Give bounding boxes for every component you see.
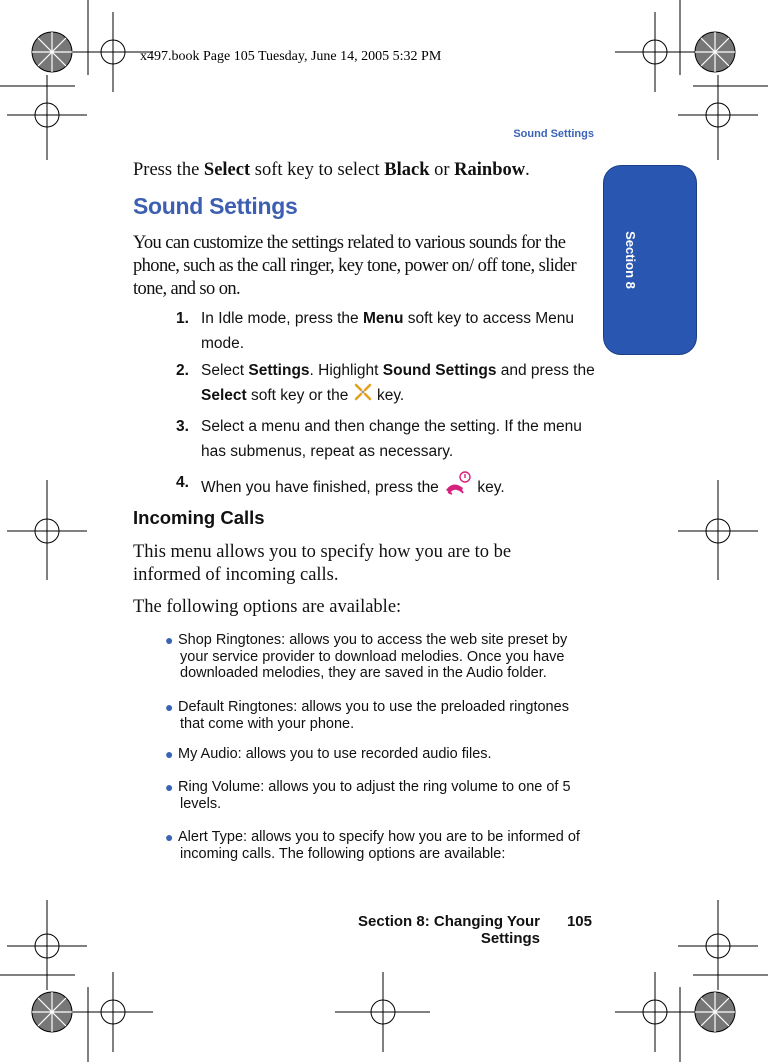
nav-key-icon	[353, 383, 373, 409]
bullet-text-cont: your service provider to download melodies. Once you have downloaded melodies, they are saved in the Audio folder.	[180, 648, 565, 681]
intro-text-2: soft key to select	[250, 160, 385, 180]
options-intro: The following options are available:	[133, 597, 402, 617]
intro-text-3: or	[429, 160, 455, 180]
bullet-dot-icon: ●	[165, 632, 174, 648]
subheading-incoming-calls: Incoming Calls	[133, 507, 265, 528]
bullet-text-cont: that come with your phone.	[180, 715, 355, 732]
intro-option-1: Black	[384, 160, 430, 180]
page-number: 105	[566, 913, 592, 930]
end-key-icon	[443, 470, 473, 506]
bullet-text-cont: incoming calls. The following options are available:	[180, 845, 506, 862]
intro-text-4: .	[525, 160, 530, 180]
intro-paragraph	[133, 159, 603, 182]
intro-option-2: Rainbow	[454, 160, 526, 180]
bullet-text: Shop Ringtones: allows you to access the web site preset by	[178, 632, 568, 648]
intro-key: Select	[203, 160, 251, 180]
section-tab-label: Section 8	[623, 231, 638, 289]
step-text: Select a menu and then change the setting. If the menu has submenus, repeat as necessary.	[201, 418, 582, 460]
step-number: 1.	[176, 310, 189, 327]
bullet-dot-icon: ●	[165, 699, 174, 715]
bullet-text: My Audio: allows you to use recorded audio files.	[178, 746, 492, 762]
incoming-calls-description: This menu allows you to specify how you are to be informed of incoming calls.	[133, 542, 512, 585]
step-number: 2.	[176, 362, 189, 379]
print-header: x497.book Page 105 Tuesday, June 14, 2005 5:32 PM	[140, 49, 442, 64]
bullet-text: Default Ringtones: allows you to use the preloaded ringtones	[178, 699, 569, 715]
bullet-text-cont: levels.	[180, 795, 222, 812]
step-text: When you have finished, press the key.	[201, 470, 596, 506]
step-text: In Idle mode, press the Menu soft key to access Menu mode.	[201, 310, 575, 352]
bullet-dot-icon: ●	[165, 746, 174, 762]
running-header: Sound Settings	[513, 128, 594, 140]
bullet-text: Ring Volume: allows you to adjust the ring volume to one of 5	[178, 779, 571, 795]
step-number: 3.	[176, 418, 189, 435]
section-heading-sound-settings: Sound Settings	[133, 193, 298, 219]
sound-settings-description: You can customize the settings related to various sounds for the phone, such as the call ringer, key tone, power on/ off tone, slider tone, and so on.	[133, 233, 577, 299]
bullet-dot-icon: ●	[165, 829, 174, 845]
step-number: 4.	[176, 474, 189, 491]
footer-section-title: Section 8: Changing Your Settings	[358, 913, 540, 947]
intro-text-1: Press the	[133, 160, 204, 180]
bullet-text: Alert Type: allows you to specify how you are to be informed of	[178, 829, 580, 845]
step-text: Select Settings. Highlight Sound Settings and press the Select soft key or the key.	[201, 358, 596, 409]
bullet-dot-icon: ●	[165, 779, 174, 795]
